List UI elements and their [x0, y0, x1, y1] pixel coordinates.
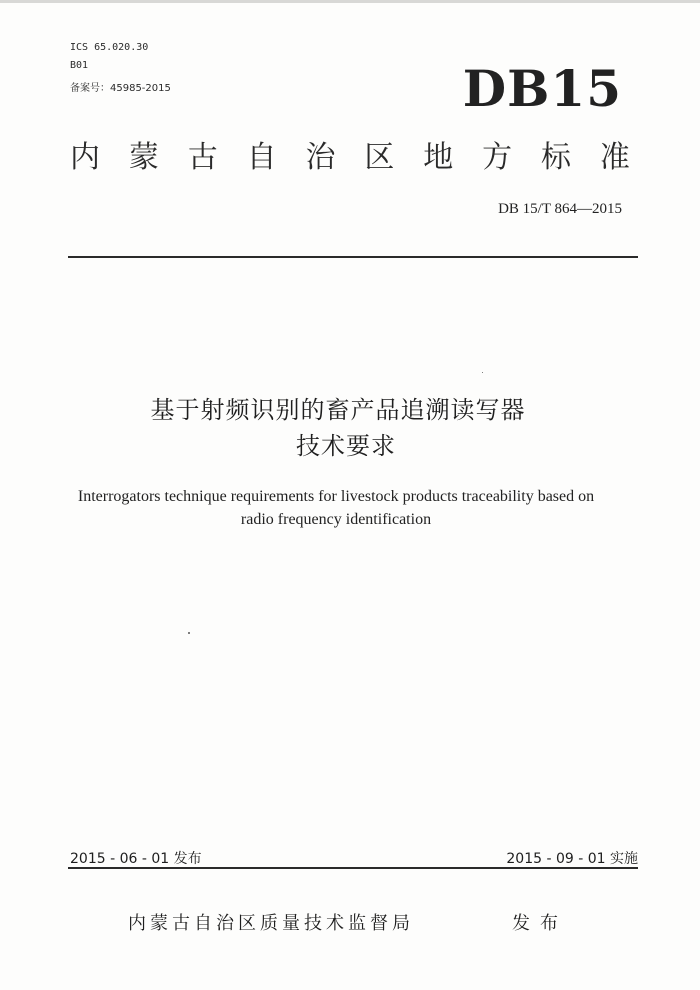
record-number: 备案号：45985-2015: [70, 83, 171, 94]
standard-type-char: 自: [246, 140, 277, 175]
scan-speck: [482, 372, 483, 373]
publish-label: 发布: [512, 913, 568, 934]
classification-code: B01: [70, 60, 89, 71]
title-english-line-2: radio frequency identification: [240, 511, 432, 528]
standard-type-char: 蒙: [128, 140, 159, 175]
ics-code: ICS 65.020.30: [70, 42, 149, 53]
standard-type-char: 标: [541, 140, 571, 175]
title-english-line-1: Interrogators technique requirements for livestock products traceability based on: [77, 488, 595, 505]
standard-type-char: 地: [423, 140, 454, 175]
db-logo: DB15: [462, 59, 622, 118]
standard-type-char: 治: [305, 140, 336, 175]
issuing-authority: 内蒙古自治区质量技术监督局: [128, 913, 414, 934]
footer-divider: [68, 867, 638, 869]
standard-type-char: 内: [70, 140, 100, 175]
standard-type-heading: [70, 140, 630, 176]
issue-date: 2015 - 06 - 01 发布: [70, 851, 202, 867]
standard-type-char: 古: [187, 140, 218, 175]
standard-type-char: 方: [482, 140, 513, 175]
title-chinese-line-2: 技术要求: [296, 432, 396, 460]
scan-speck: [188, 632, 190, 634]
implementation-date: 2015 - 09 - 01 实施: [506, 851, 638, 867]
title-chinese-line-1: 基于射频识别的畜产品追溯读写器: [150, 396, 526, 424]
standard-number: DB 15/T 864—2015: [498, 201, 622, 217]
header-divider: [68, 256, 638, 258]
standard-type-char: 准: [599, 140, 630, 175]
scan-edge: [0, 0, 700, 3]
standard-type-char: 区: [364, 140, 395, 175]
